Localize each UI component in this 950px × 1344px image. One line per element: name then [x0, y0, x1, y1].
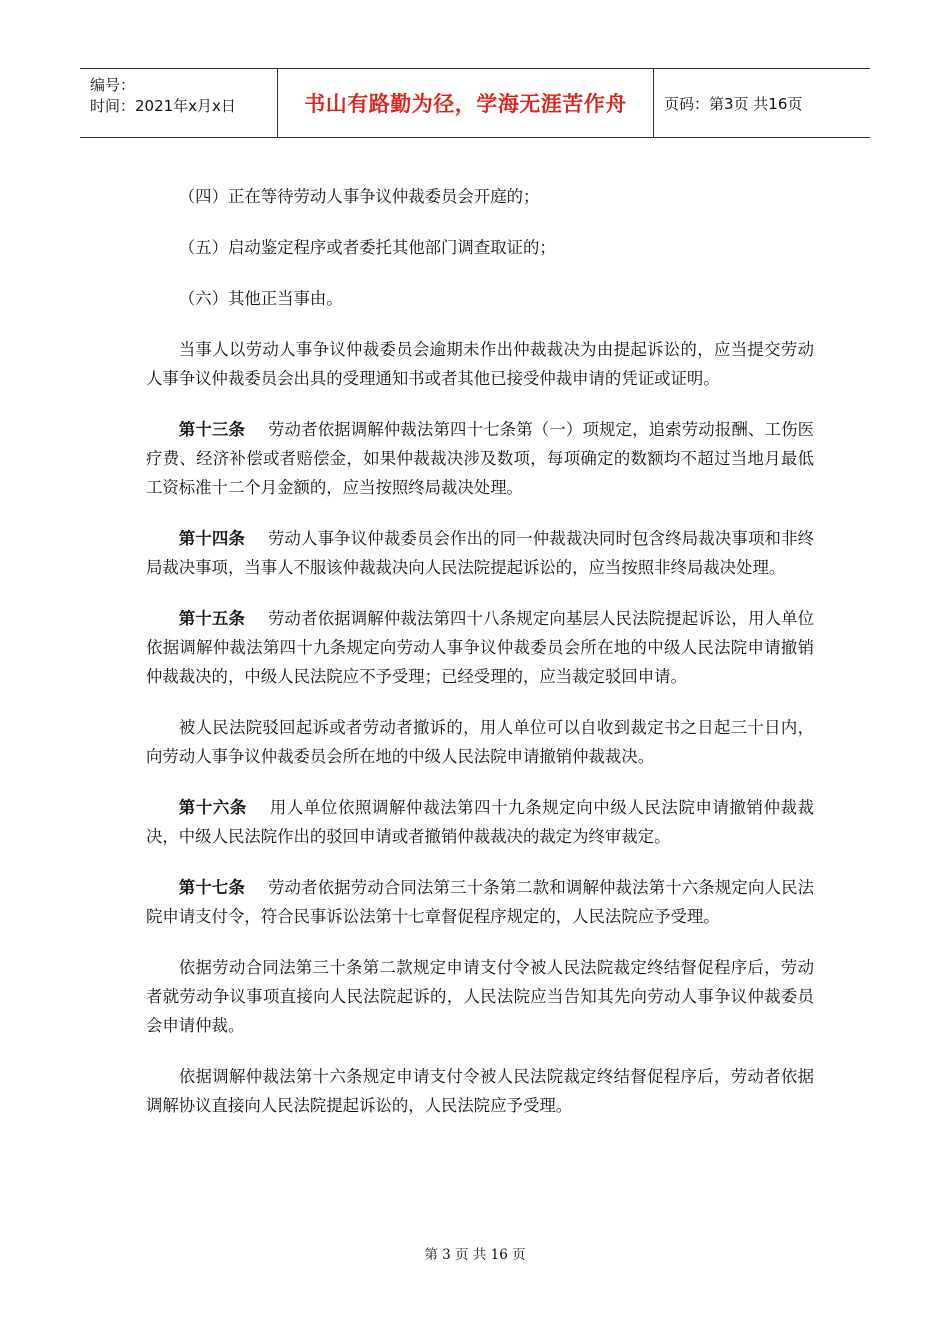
header-motto-cell	[278, 69, 654, 137]
motto: 书山有路勤为径，学海无涯苦作舟	[304, 92, 627, 116]
paragraph-text: 劳动人事争议仲裁委员会作出的同一仲裁裁决同时包含终局裁决事项和非终局裁决事项，当事人不服该仲裁裁决向人民法院提起诉讼的，应当按照非终局裁决处理。	[146, 529, 815, 577]
article-number: 第十五条	[178, 609, 246, 628]
page-header	[80, 68, 870, 138]
paragraph	[146, 953, 814, 1040]
paragraph	[146, 415, 814, 502]
document-body	[146, 182, 814, 1142]
paragraph-text: （六）其他正当事由。	[178, 289, 343, 308]
paragraph-text: 劳动者依据调解仲裁法第四十八条规定向基层人民法院提起诉讼，用人单位依据调解仲裁法第四十九条规定向劳动人事争议仲裁委员会所在地的中级人民法院申请撤销仲裁裁决的，中级人民法院应不予受理；已经受理的，应当裁定驳回申请。	[146, 609, 815, 686]
paragraph	[146, 713, 814, 771]
article-number: 第十七条	[178, 878, 246, 897]
paragraph	[146, 1062, 814, 1120]
paragraph	[146, 335, 814, 393]
paragraph-text: 用人单位依照调解仲裁法第四十九条规定向中级人民法院申请撤销仲裁裁决，中级人民法院作出的驳回申请或者撤销仲裁裁决的裁定为终审裁定。	[146, 798, 815, 846]
paragraph-text: 被人民法院驳回起诉或者劳动者撤诉的，用人单位可以自收到裁定书之日起三十日内，向劳动人事争议仲裁委员会所在地的中级人民法院申请撤销仲裁裁决。	[146, 718, 814, 766]
document-number: 编号：	[90, 76, 136, 94]
article-number: 第十三条	[178, 420, 246, 439]
paragraph	[146, 182, 814, 211]
paragraph-text: 依据调解仲裁法第十六条规定申请支付令被人民法院裁定终结督促程序后，劳动者依据调解协议直接向人民法院提起诉讼的，人民法院应予受理。	[146, 1067, 814, 1115]
header-page-cell	[654, 69, 870, 137]
paragraph	[146, 604, 814, 691]
paragraph-text: 依据劳动合同法第三十条第二款规定申请支付令被人民法院裁定终结督促程序后，劳动者就劳动争议事项直接向人民法院起诉的，人民法院应当告知其先向劳动人事争议仲裁委员会申请仲裁。	[146, 958, 814, 1035]
article-number: 第十六条	[178, 798, 247, 817]
footer-page-number: 第 3 页 共 16 页	[424, 1247, 526, 1263]
paragraph-text: 当事人以劳动人事争议仲裁委员会逾期未作出仲裁裁决为由提起诉讼的，应当提交劳动人事争议仲裁委员会出具的受理通知书或者其他已接受仲裁申请的凭证或证明。	[146, 340, 814, 388]
page-indicator: 页码：第3页 共16页	[664, 94, 803, 113]
document-time: 时间：2021年x月x日	[90, 97, 236, 115]
paragraph-text: （五）启动鉴定程序或者委托其他部门调查取证的；	[178, 238, 556, 257]
paragraph	[146, 793, 814, 851]
paragraph	[146, 873, 814, 931]
page-footer	[0, 1243, 950, 1263]
paragraph-text: 劳动者依据劳动合同法第三十条第二款和调解仲裁法第十六条规定向人民法院申请支付令，符合民事诉讼法第十七章督促程序规定的，人民法院应予受理。	[146, 878, 815, 926]
paragraph	[146, 284, 814, 313]
paragraph	[146, 233, 814, 262]
paragraph-text: （四）正在等待劳动人事争议仲裁委员会开庭的；	[178, 187, 540, 206]
header-meta	[80, 69, 278, 137]
paragraph	[146, 524, 814, 582]
paragraph-text: 劳动者依据调解仲裁法第四十七条第（一）项规定，追索劳动报酬、工伤医疗费、经济补偿或者赔偿金，如果仲裁裁决涉及数项，每项确定的数额均不超过当地月最低工资标准十二个月金额的，应当按照终局裁决处理。	[146, 420, 815, 497]
article-number: 第十四条	[178, 529, 246, 548]
